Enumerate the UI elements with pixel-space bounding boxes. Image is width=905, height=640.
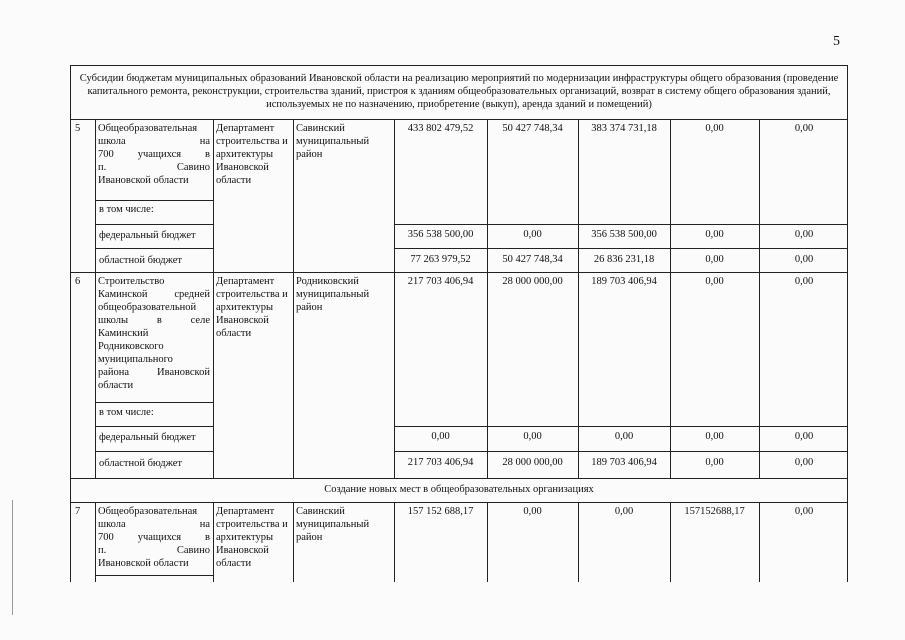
section-header: Субсидии бюджетам муниципальных образований Ивановской области на реализацию мероприятий по модернизации инфраструктуры общего образования (проведение капитального ремонта, реконструкции, строительства зданий, пристроя к зданиям общеобразовательных организаций, возврат в систему общего образования зданий, используемых не по назначению, приобретение (выкуп), аренда зданий и помещений)	[70, 65, 848, 119]
regional-budget-label: областной бюджет	[99, 255, 182, 266]
federal-value: 0,00	[523, 229, 542, 240]
regional-value: 50 427 748,34	[502, 254, 563, 265]
object-name: Строительство Каминской средней общеобразовательной школы в селе Каминский Родниковского муниципального района Ивановской области	[98, 276, 210, 391]
federal-value: 0,00	[794, 229, 814, 240]
regional-budget-label: областной бюджет	[99, 458, 182, 469]
section-header-new-places: Создание новых мест в общеобразовательных организациях	[70, 478, 848, 502]
object-name: Общеобразовательная школа на 700 учащихся в п. Савино Ивановской области	[98, 123, 210, 186]
subsidy-table	[70, 65, 848, 582]
value-year4: 0,00	[794, 276, 814, 287]
object-name: Общеобразовательная школа на 700 учащихся в п. Савино Ивановской области	[98, 506, 210, 569]
regional-value: 0,00	[705, 457, 724, 468]
federal-budget-label: федеральный бюджет	[99, 432, 196, 443]
scan-margin-line	[12, 500, 13, 615]
table-row	[70, 272, 848, 478]
value-year2: 189 703 406,94	[591, 276, 657, 287]
row-number: 7	[75, 506, 81, 517]
including-label: в том числе:	[99, 407, 154, 418]
value-year1: 28 000 000,00	[502, 276, 563, 287]
table-row	[70, 502, 848, 582]
department: Департамент строительства и архитектуры Ивановской области	[216, 506, 288, 569]
value-year2: 383 374 731,18	[591, 123, 657, 134]
federal-budget-label: федеральный бюджет	[99, 230, 196, 241]
value-year4: 0,00	[794, 123, 814, 134]
federal-value: 0,00	[431, 431, 450, 442]
municipality: Савинский муниципальный район	[296, 506, 370, 543]
value-year1: 50 427 748,34	[502, 123, 563, 134]
regional-value: 189 703 406,94	[591, 457, 657, 468]
municipality: Родниковский муниципальный район	[296, 276, 370, 313]
regional-value: 26 836 231,18	[593, 254, 655, 265]
value-total: 217 703 406,94	[407, 276, 474, 287]
value-total: 157 152 688,17	[407, 506, 474, 517]
value-total: 433 802 479,52	[407, 123, 474, 134]
federal-value: 0,00	[705, 431, 724, 442]
value-year4: 0,00	[794, 506, 814, 517]
department: Департамент строительства и архитектуры Ивановской области	[216, 123, 288, 186]
federal-value: 0,00	[523, 431, 542, 442]
value-year3: 157152688,17	[684, 506, 745, 517]
federal-value: 0,00	[614, 431, 634, 442]
regional-value: 0,00	[794, 457, 814, 468]
department: Департамент строительства и архитектуры Ивановской области	[216, 276, 288, 339]
row-number: 6	[75, 276, 81, 287]
regional-value: 28 000 000,00	[502, 457, 563, 468]
value-year3: 0,00	[705, 123, 724, 134]
value-year1: 0,00	[523, 506, 542, 517]
regional-value: 77 263 979,52	[410, 254, 471, 265]
row-number: 5	[75, 123, 81, 134]
regional-value: 217 703 406,94	[407, 457, 474, 468]
table-row	[70, 119, 848, 272]
regional-value: 0,00	[705, 254, 724, 265]
page-number: 5	[833, 34, 840, 49]
municipality: Савинский муниципальный район	[296, 123, 370, 160]
federal-value: 0,00	[705, 229, 724, 240]
including-label: в том числе:	[99, 204, 154, 215]
regional-value: 0,00	[794, 254, 814, 265]
federal-value: 356 538 500,00	[407, 229, 474, 240]
federal-value: 356 538 500,00	[591, 229, 657, 240]
value-year2: 0,00	[614, 506, 634, 517]
federal-value: 0,00	[794, 431, 814, 442]
value-year3: 0,00	[705, 276, 724, 287]
